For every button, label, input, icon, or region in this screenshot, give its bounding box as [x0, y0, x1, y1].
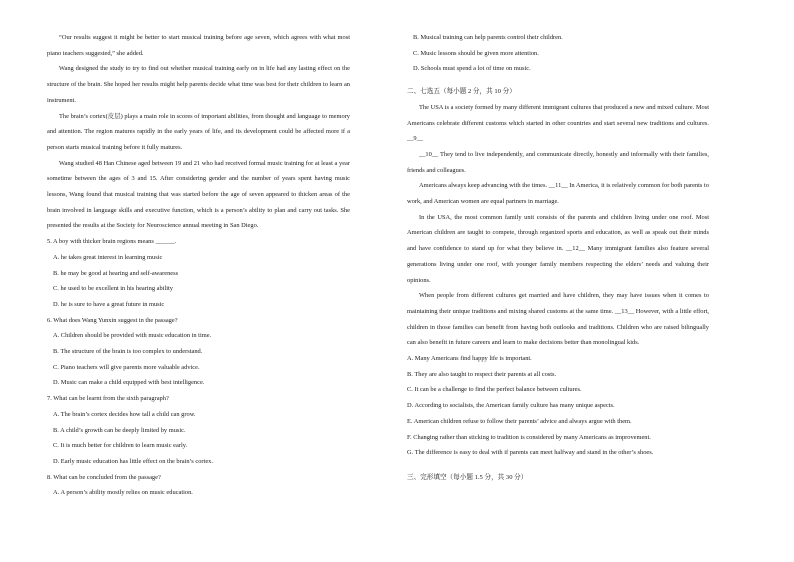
choice-option: C. It can be a challenge to find the perfect balance between cultures.	[407, 386, 582, 394]
passage-paragraph: Wang designed the study to try to find out whether musical training early on in life had any lasting effect on the structure of the brain. She hoped her results might help parents decide what time was best for their children to learn an instrument.	[47, 65, 350, 104]
choice-option: A. Many Americans find happy life is important.	[407, 355, 532, 363]
passage-paragraph: The USA is a society formed by many different immigrant cultures that produced a new and mixed culture. Most Americans celebrate different customs which started in other countries and start several new traditions and cultures. __9__	[407, 103, 709, 143]
question-stem: 8. What can be concluded from the passage?	[47, 473, 161, 481]
question-option: D. Early music education has little effect on the brain’s cortex.	[53, 457, 213, 465]
question-option: A. A person’s ability mostly relies on music education.	[53, 489, 193, 497]
question-option: C. It is much better for children to learn music early.	[53, 442, 188, 450]
question-option: A. he takes great interest in learning music	[53, 253, 163, 261]
question-option: B. Musical training can help parents control their children.	[413, 34, 563, 41]
choice-option: F. Changing rather than sticking to tradition is considered by many Americans as improvement.	[407, 433, 651, 441]
question-stem: 5. A boy with thicker brain regions means ______.	[47, 238, 177, 246]
passage-paragraph: __10__ They tend to live independently, and communicate directly, honestly and informally with their families, friends and colleagues.	[407, 150, 709, 174]
question-option: A. The brain’s cortex decides how tall a child can grow.	[53, 410, 196, 418]
question-stem: 6. What does Wang Yunxin suggest in the passage?	[47, 316, 178, 324]
choice-option: D. According to socialists, the American family culture has many unique aspects.	[407, 402, 615, 410]
question-option: B. A child’s growth can be deeply limited by music.	[53, 426, 186, 434]
question-option: C. Music lessons should be given more attention.	[413, 49, 539, 57]
left-column	[47, 30, 350, 501]
question-option: B. he may be good at hearing and self-awareness	[53, 269, 179, 277]
passage-paragraph: When people from different cultures get married and have children, they may have issues when it comes to maintaining their unique traditions and mixing shared customs at the same time. __13__ However, with a little effort, children in those families can benefit from having both outlooks and traditions. Children who are raised bilingually can also benefit in future careers and learn to make decisions better than monolingual kids.	[407, 292, 709, 347]
passage-paragraph: Americans always keep advancing with the times. __11__ In America, it is relatively common for both parents to work, and American women are equal partners in marriage.	[407, 182, 709, 206]
question-option: D. Schools must spend a lot of time on music.	[413, 65, 531, 73]
question-option: D. Music can make a child equipped with best intelligence.	[53, 379, 205, 387]
choice-option: G. The difference is easy to deal with if parents can meet halfway and stand in the other’s shoes.	[407, 449, 654, 457]
section-title: 三、完形填空（每小题 1.5 分，共 30 分）	[407, 473, 528, 481]
passage-paragraph: “Our results suggest it might be better to start musical training before age seven, which agrees with what most piano teachers suggested,” she added.	[47, 34, 350, 57]
right-column	[407, 30, 709, 486]
question-option: C. Piano teachers will give parents more valuable advice.	[53, 363, 200, 371]
choice-option: B. They are also taught to respect their parents at all costs.	[407, 370, 557, 378]
question-stem: 7. What can be learnt from the sixth paragraph?	[47, 395, 169, 403]
question-option: C. he used to be excellent in his hearing ability	[53, 285, 173, 293]
question-option: B. The structure of the brain is too complex to understand.	[53, 348, 203, 356]
passage-paragraph: In the USA, the most common family unit consists of the parents and children living under one roof. Most American children are taught to compete, through organized sports and education, as well as speak out their minds and have confidence to stand up for what they believe in. __12__ Many immigrant families also feature several generations living under one roof, with younger family members respecting the elders’ needs and valuing their opinions.	[407, 213, 709, 284]
section-title: 二、七选五（每小题 2 分，共 10 分）	[407, 88, 516, 96]
choice-option: E. American children refuse to follow their parents’ advice and always argue with them.	[407, 417, 632, 425]
question-option: A. Children should be provided with music education in time.	[53, 332, 212, 340]
passage-paragraph: Wang studied 48 Han Chinese aged between 19 and 21 who had received formal music training for at least a year sometime between the ages of 3 and 15. After considering gender and the number of years spent having music lessons, Wang found that musical training that was started before the age of seven appeared to thicken areas of the brain involved in language skills and executive function, which is a person’s ability to plan and carry out tasks. She presented the results at the Society for Neuroscience annual meeting in San Diego.	[47, 159, 350, 230]
question-option: D. he is sure to have a great future in music	[53, 300, 165, 308]
passage-paragraph: The brain’s cortex(皮层) plays a main role in scores of important abilities, from thought and language to memory and attention. The region matures rapidly in the early years of life, and its development could be affected more if a person starts musical training before it fully matures.	[47, 112, 350, 151]
